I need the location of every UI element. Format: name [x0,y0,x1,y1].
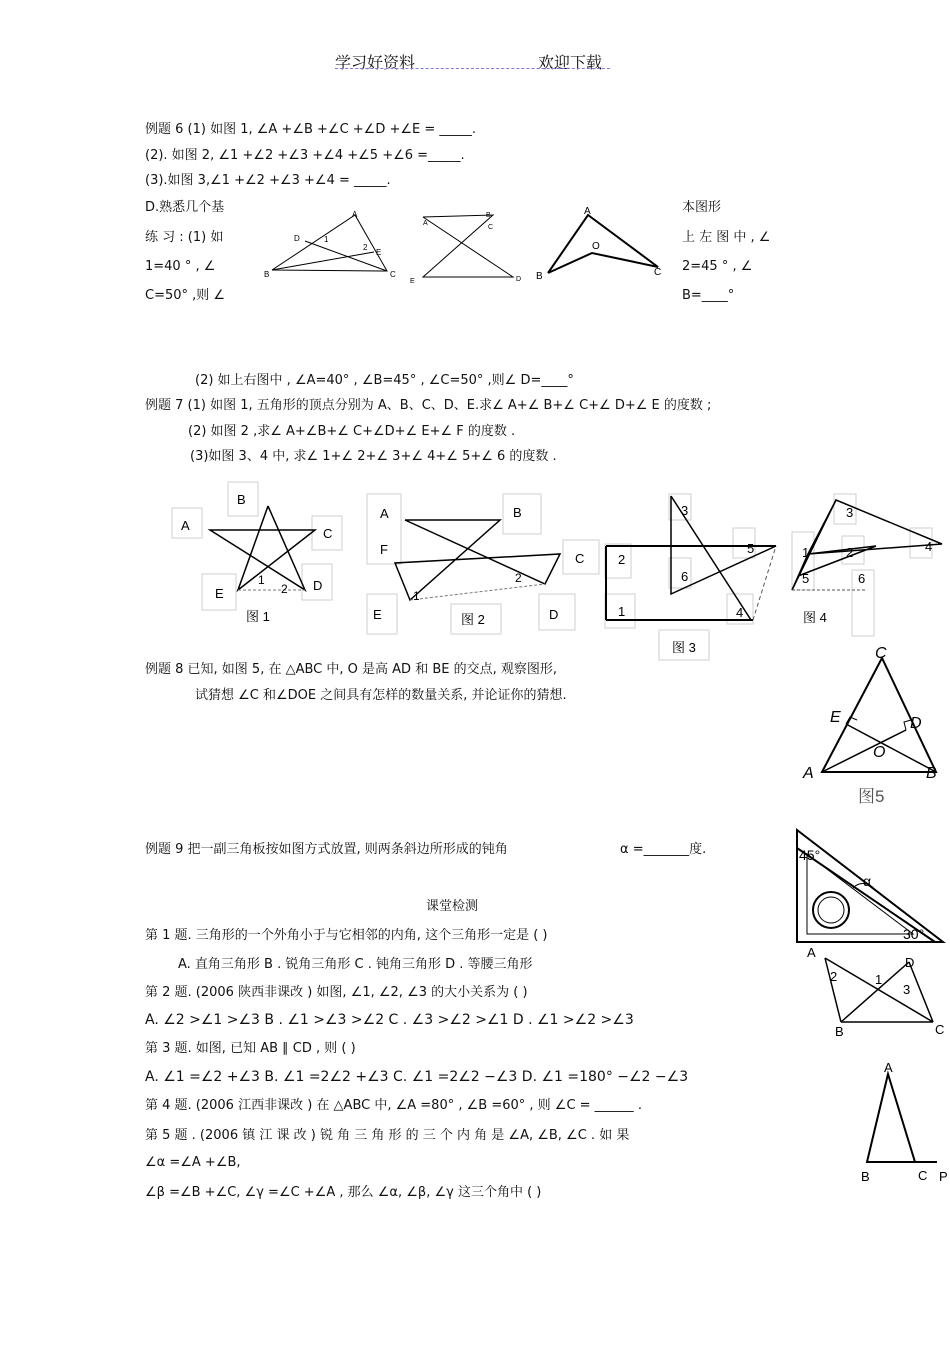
f3-label-2: 2 [618,552,626,567]
bf2-label-e: E [410,278,415,285]
f1-label-e: E [215,586,224,601]
f4-label-6: 6 [858,571,866,586]
q2fig-label-d: D [905,955,915,970]
bf1-label-1: 1 [324,235,329,244]
f1-label-2: 2 [281,582,288,596]
f4-label-1: 1 [802,545,810,560]
f3-label-1: 1 [618,604,626,619]
f1-label-c: C [323,526,333,541]
basic-shapes-left: D.熟悉几个基 [145,200,225,215]
bf3-label-c: C [654,267,662,278]
q3-options: A. ∠1 =∠2 +∠3 B. ∠1 =2∠2 +∠3 C. ∠1 =2∠2 −∠3 D. ∠1 =180° −∠2 −∠3 [145,1069,689,1085]
practice-right-2: 2=45 ° , ∠ [682,259,753,274]
ex6-line3: (3).如图 3,∠1 +∠2 +∠3 +∠4 = _____. [145,173,391,188]
f4-label-2: 2 [846,545,854,560]
header-divider [335,68,610,69]
f4-label-3: 3 [846,505,854,520]
f3-label-3: 3 [681,503,689,518]
header-right: 欢迎下载 [538,53,603,72]
header-left: 学习好资料 [335,53,416,72]
practice-right-3: B=____° [682,288,735,303]
f1-label-a: A [181,518,190,533]
f4-label-4: 4 [925,539,933,554]
f4-caption: 图 4 [803,610,827,625]
q2fig-label-c: C [935,1022,945,1037]
f5-caption: 图5 [858,787,885,806]
q3-stem: 第 3 题. 如图, 已知 AB ∥ CD , 则 ( ) [145,1041,356,1056]
star-figure-1 [170,480,345,640]
bf1-label-b: B [264,270,270,279]
bf1-label-c: C [390,270,396,279]
set-square-figure [795,828,947,946]
f2-label-d: D [549,607,559,622]
f3-label-6: 6 [681,569,689,584]
q2fig-label-3: 3 [903,982,911,997]
bf3-label-o: O [592,241,600,252]
f2-label-b: B [513,505,522,520]
q2fig-label-2: 2 [830,969,838,984]
f2-label-e: E [373,607,382,622]
q1-options: A. 直角三角形 B . 锐角三角形 C . 钝角三角形 D . 等腰三角形 [178,957,533,972]
q2fig-label-a: A [807,945,816,960]
f2-label-2: 2 [515,571,522,585]
bf2-label-d: D [516,276,522,283]
basic-figure-1 [262,205,412,285]
q4fig-label-p: P [939,1169,948,1184]
bf2-label-a: A [423,220,428,227]
figure-3 [603,490,783,662]
f3-caption: 图 3 [672,640,696,655]
ex7-line2: (2) 如图 2 ,求∠ A+∠B+∠ C+∠D+∠ E+∠ F 的度数 . [188,424,516,439]
ex8-line1: 例题 8 已知, 如图 5, 在 △ABC 中, O 是高 AD 和 BE 的交点, 观察图形, [145,662,557,677]
q2-stem: 第 2 题. (2006 陕西非课改 ) 如图, ∠1, ∠2, ∠3 的大小关系为 ( ) [145,985,528,1000]
f1-label-d: D [313,578,323,593]
q1-stem: 第 1 题. 三角形的一个外角小于与它相邻的内角, 这个三角形一定是 ( ) [145,928,548,943]
q2fig-label-1: 1 [875,972,883,987]
section-title: 课堂检测 [426,899,479,914]
f2-label-c: C [575,551,585,566]
f2-label-a: A [380,506,389,521]
q4fig-label-b: B [861,1169,870,1184]
f5-label-e: E [830,709,841,726]
q2-options: A. ∠2 >∠1 >∠3 B . ∠1 >∠3 >∠2 C . ∠3 >∠2 >∠1 D . ∠1 >∠2 >∠3 [145,1012,634,1028]
ex6-line2: (2). 如图 2, ∠1 +∠2 +∠3 +∠4 +∠5 +∠6 =_____. [145,148,465,163]
q4fig-label-a: A [884,1060,893,1075]
practice-q2: (2) 如上右图中 , ∠A=40° , ∠B=45° , ∠C=50° ,则∠ D=____° [195,373,574,388]
f2-label-f: F [380,542,388,557]
f3-label-4: 4 [736,605,744,620]
f5-label-a: A [803,765,814,782]
basic-shapes-right: 本图形 [682,200,722,215]
practice-left-1: 练 习 : (1) 如 [145,230,224,245]
q2-figure [805,944,950,1040]
practice-left-2: 1=40 ° , ∠ [145,259,216,274]
f2-caption: 图 2 [461,612,485,627]
f1-label-1: 1 [258,573,265,587]
q5-line2: ∠α =∠A +∠B, [145,1155,241,1170]
practice-right-1: 上 左 图 中 , ∠ [682,230,771,245]
set-square-45: 45° [799,847,821,863]
q4-figure [855,1062,950,1187]
star-figure-2 [365,490,605,640]
q5-line1: 第 5 题 . (2006 镇 江 课 改 ) 锐 角 三 角 形 的 三 个 内 角 是 ∠A, ∠B, ∠C . 如 果 [145,1128,630,1143]
figure-4 [788,490,948,640]
bf1-label-d: D [294,234,300,243]
q4-stem: 第 4 题. (2006 江西非课改 ) 在 △ABC 中, ∠A =80° , ∠B =60° , 则 ∠C = ______ . [145,1098,642,1113]
bf1-label-2: 2 [363,243,368,252]
f5-label-o: O [873,744,886,761]
bf1-label-a: A [352,210,358,219]
f4-label-5: 5 [802,571,810,586]
ex9-alpha: α =_______度. [620,842,707,857]
figure-5 [800,640,945,810]
q5-line3: ∠β =∠B +∠C, ∠γ =∠C +∠A , 那么 ∠α, ∠β, ∠γ 这三个角中 ( ) [145,1185,542,1200]
ex6-line1: 例题 6 (1) 如图 1, ∠A +∠B +∠C +∠D +∠E = _____. [145,122,477,137]
bf2-label-b: B [486,212,491,219]
f5-label-b: B [926,765,937,782]
ex9-line1: 例题 9 把一副三角板按如图方式放置, 则两条斜边所形成的钝角 [145,842,508,857]
ex7-line1: 例题 7 (1) 如图 1, 五角形的顶点分别为 A、B、C、D、E.求∠ A+∠ B+∠ C+∠ D+∠ E 的度数 ; [145,398,712,413]
f2-label-1: 1 [413,589,420,603]
basic-figure-3 [530,205,670,285]
practice-left-3: C=50° ,则 ∠ [145,288,226,303]
set-square-30: 30° [903,926,925,942]
bf1-label-e: E [376,248,382,257]
bf3-label-a: A [584,206,591,217]
q4fig-label-c: C [918,1168,928,1183]
basic-figure-2 [408,207,523,287]
f3-label-5: 5 [747,541,755,556]
f5-label-d: D [910,715,922,732]
bf2-label-c: C [488,224,494,231]
ex7-line3: (3)如图 3、4 中, 求∠ 1+∠ 2+∠ 3+∠ 4+∠ 5+∠ 6 的度数 . [190,449,557,464]
f1-label-b: B [237,492,246,507]
bf3-label-b: B [536,271,543,282]
q2fig-label-b: B [835,1024,844,1039]
f1-caption: 图 1 [246,609,270,624]
f5-label-c: C [875,645,887,662]
set-square-alpha: α [863,873,872,889]
ex8-line2: 试猜想 ∠C 和∠DOE 之间具有怎样的数量关系, 并论证你的猜想. [195,688,567,703]
